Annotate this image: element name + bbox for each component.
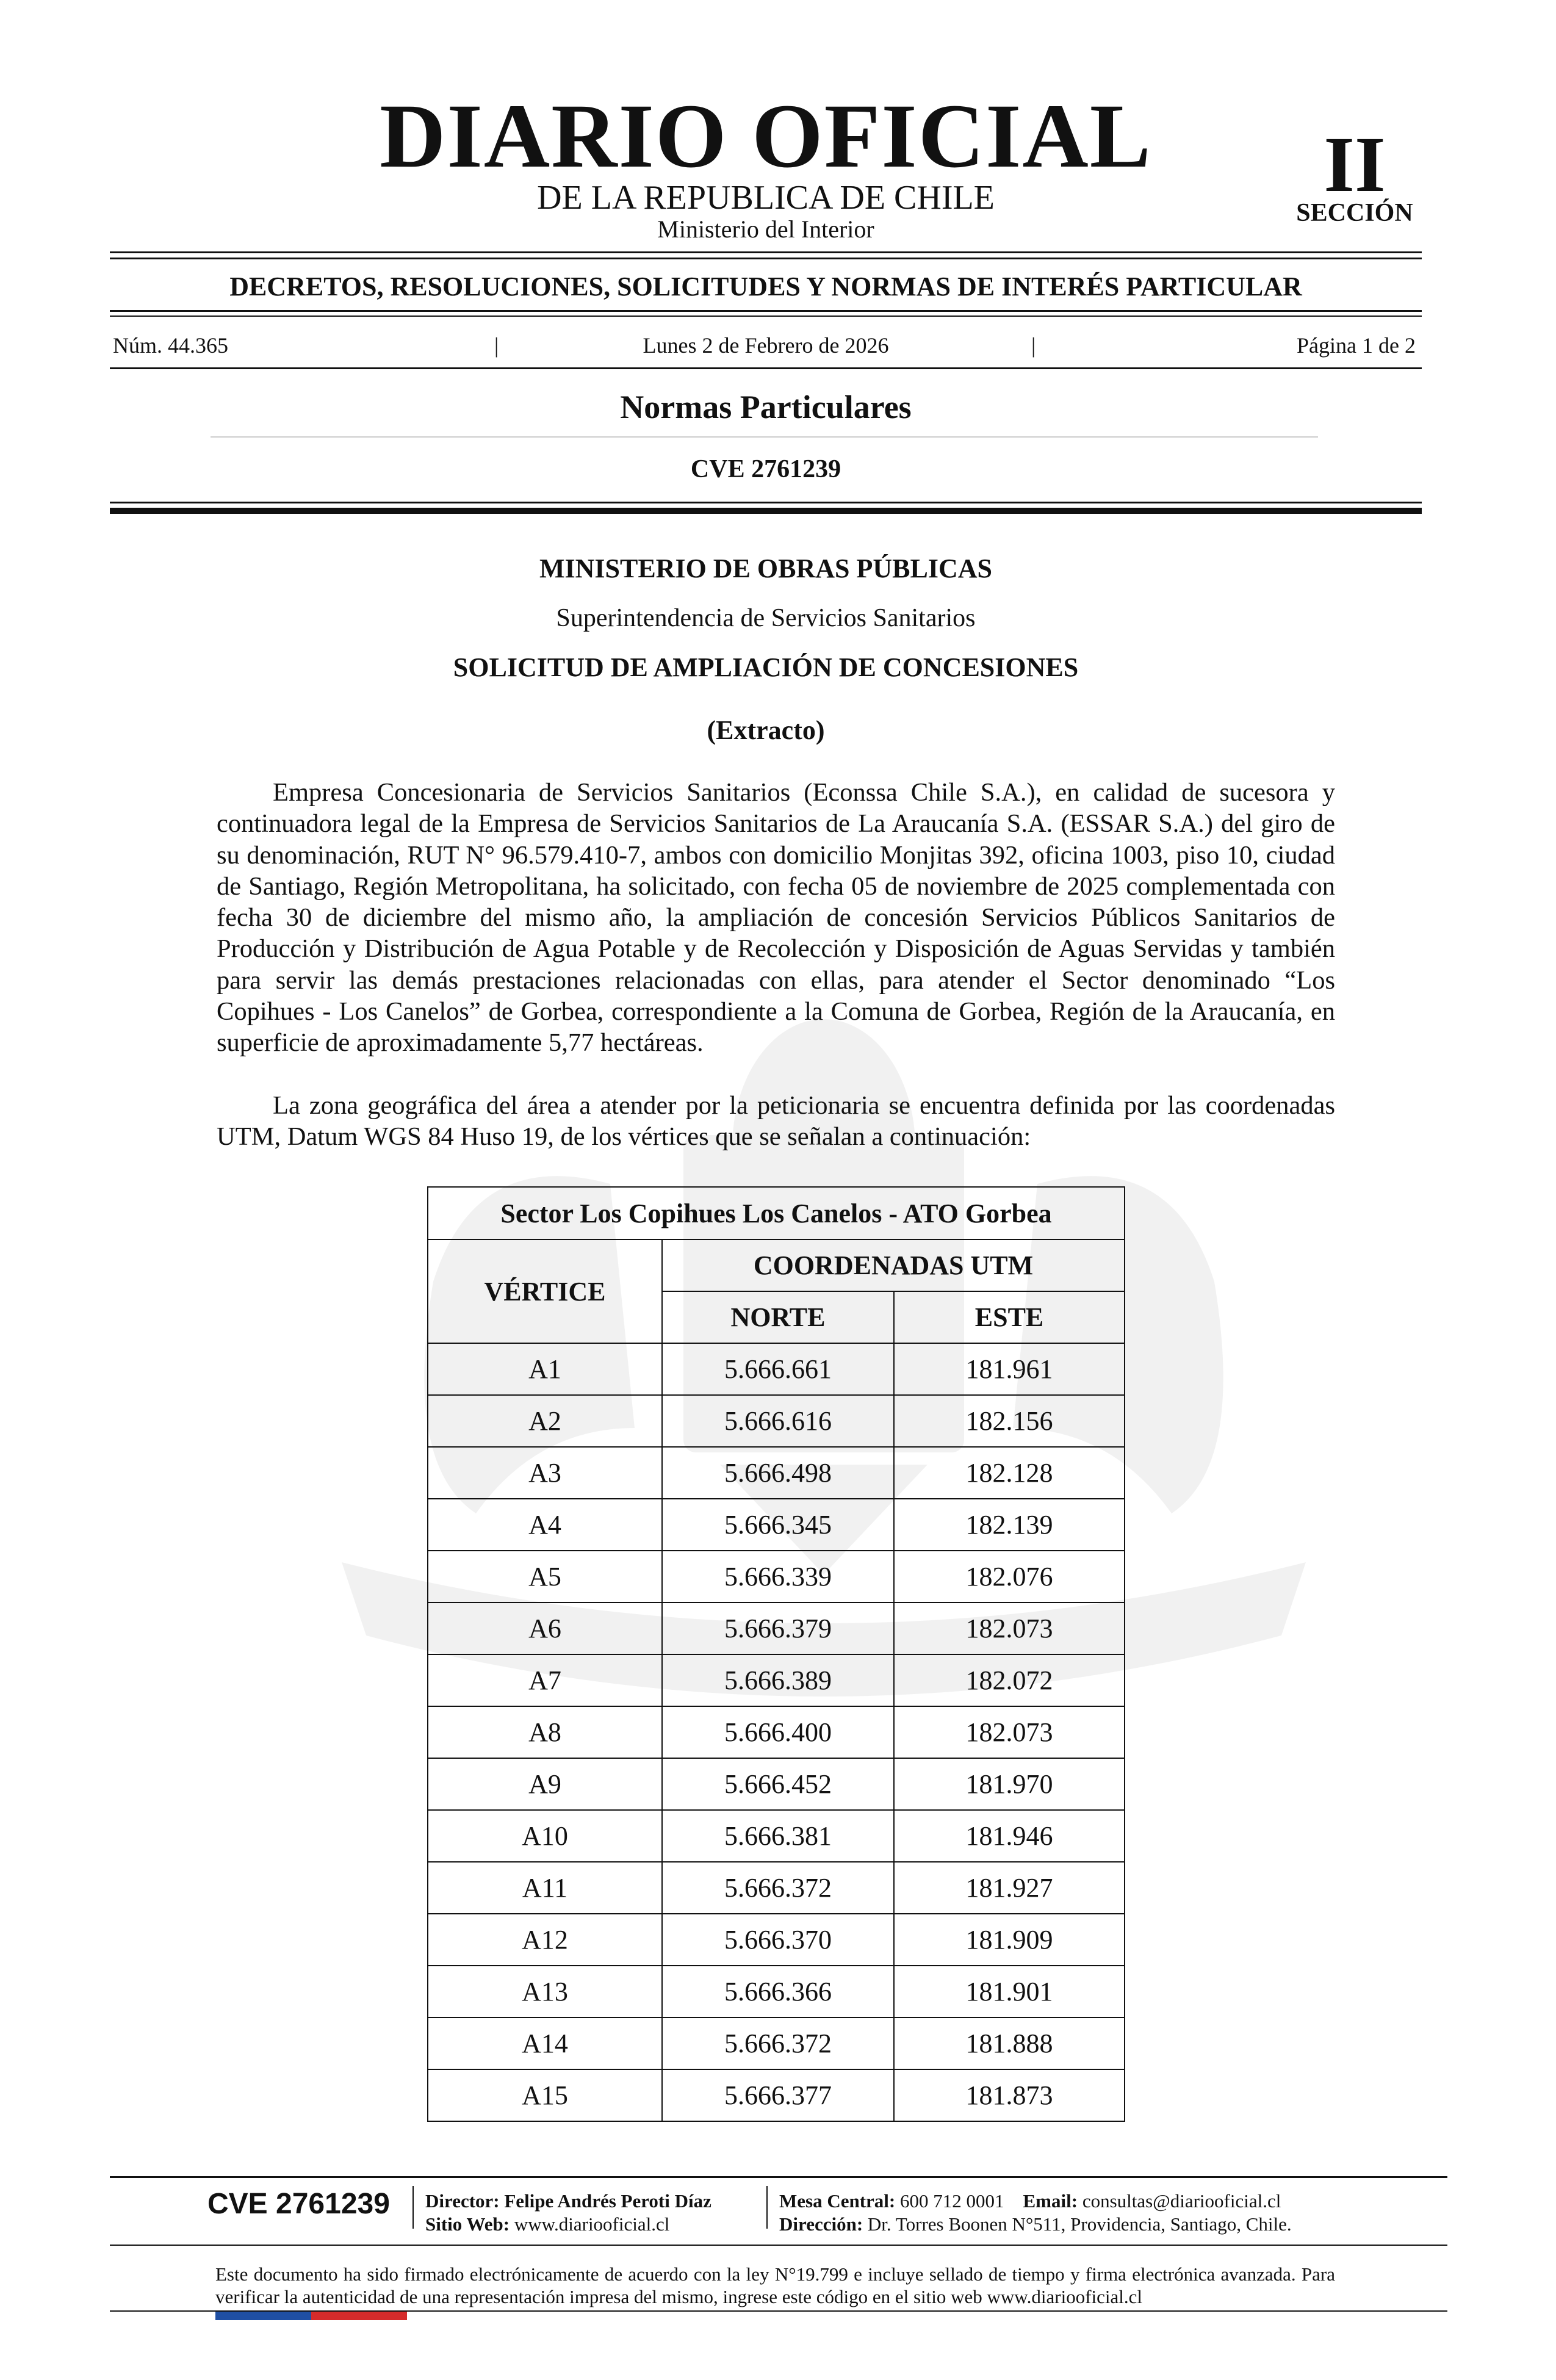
masthead-subtitle: DE LA REPUBLICA DE CHILE: [537, 179, 995, 217]
divider: [110, 2176, 1447, 2178]
north-cell: 5.666.616: [662, 1395, 894, 1447]
north-cell: 5.666.400: [662, 1706, 894, 1758]
divider: [110, 316, 1422, 317]
footer-cve: CVE 2761239: [207, 2188, 390, 2220]
table-row: [428, 1343, 1125, 1395]
divider: [110, 367, 1422, 369]
east-cell: 182.073: [894, 1603, 1125, 1654]
masthead-ministry: Ministerio del Interior: [657, 215, 874, 243]
divider: [110, 251, 1422, 253]
issue-date: Lunes 2 de Febrero de 2026: [643, 333, 889, 358]
divider: [211, 436, 1318, 438]
email-link[interactable]: consultas@diariooficial.cl: [1082, 2190, 1281, 2212]
section-number: II: [1324, 121, 1386, 209]
vertex-cell: A12: [428, 1914, 662, 1966]
issue-number: Núm. 44.365: [113, 333, 228, 358]
flag-bar-blue: [215, 2312, 311, 2320]
table-row: [428, 1810, 1125, 1862]
east-header: ESTE: [894, 1291, 1125, 1343]
page-indicator: Página 1 de 2: [1297, 333, 1416, 358]
east-cell: 182.139: [894, 1499, 1125, 1551]
vertex-cell: A14: [428, 2018, 662, 2069]
phone-number: 600 712 0001: [900, 2190, 1004, 2212]
north-cell: 5.666.379: [662, 1603, 894, 1654]
table-title: Sector Los Copihues Los Canelos - ATO Gorbea: [428, 1187, 1125, 1239]
email-label: Email:: [1023, 2190, 1078, 2212]
north-header: NORTE: [662, 1291, 894, 1343]
section-heading: DECRETOS, RESOLUCIONES, SOLICITUDES Y NORMAS DE INTERÉS PARTICULAR: [229, 272, 1302, 301]
table-row: [428, 2018, 1125, 2069]
director-label: Director:: [425, 2190, 500, 2212]
vertex-cell: A1: [428, 1343, 662, 1395]
issue-separator: |: [1031, 333, 1036, 358]
table-row: [428, 1551, 1125, 1603]
document-title: SOLICITUD DE AMPLIACIÓN DE CONCESIONES: [453, 652, 1079, 682]
east-cell: 181.873: [894, 2069, 1125, 2121]
east-cell: 182.072: [894, 1654, 1125, 1706]
table-row: [428, 1603, 1125, 1654]
table-row: [428, 1706, 1125, 1758]
footer-contact-block: [779, 2190, 1292, 2236]
section-label: SECCIÓN: [1296, 199, 1413, 227]
east-cell: 182.076: [894, 1551, 1125, 1603]
table-row: [428, 1395, 1125, 1447]
east-cell: 181.901: [894, 1966, 1125, 2018]
body-paragraph: La zona geográfica del área a atender por la peticionaria se encuentra definida por las coordenadas UTM, Datum WGS 84 Huso 19, de los vértices que se señalan a continuación:: [217, 1091, 1335, 1152]
body-paragraph: Empresa Concesionaria de Servicios Sanitarios (Econssa Chile S.A.), en calidad de sucesora y continuadora legal de la Empresa de Servicios Sanitarios de La Araucanía S.A. (ESSAR S.A.) del giro de su denominación, RUT N° 96.579.410-7, ambos con domicilio Monjitas 392, oficina 1003, piso 10, ciudad de Santiago, Región Metropolitana, ha solicitado, con fecha 05 de noviembre de 2025 complementada con fecha 30 de diciembre del mismo año, la ampliación de concesión Servicios Públicos Sanitarios de Producción y Distribución de Agua Potable y de Recolección y Disposición de Aguas Servidas y también para servir las demás prestaciones relacionadas con ellas, para atender el Sector denominado “Los Copihues - Los Canelos” de Gorbea, correspondiente a la Comuna de Gorbea, Región de la Araucanía, en superficie de aproximadamente 5,77 hectáreas.: [217, 778, 1335, 1058]
document-ministry: MINISTERIO DE OBRAS PÚBLICAS: [539, 554, 993, 583]
table-row: [428, 1966, 1125, 2018]
table-row: [428, 1499, 1125, 1551]
document-subtitle: (Extracto): [707, 715, 825, 745]
vertex-cell: A6: [428, 1603, 662, 1654]
coordinates-header: COORDENADAS UTM: [662, 1239, 1125, 1291]
vertex-cell: A15: [428, 2069, 662, 2121]
director-name: Felipe Andrés Peroti Díaz: [504, 2190, 711, 2212]
north-cell: 5.666.370: [662, 1914, 894, 1966]
north-cell: 5.666.366: [662, 1966, 894, 2018]
vertex-header: VÉRTICE: [428, 1239, 662, 1343]
north-cell: 5.666.372: [662, 1862, 894, 1914]
vertex-cell: A7: [428, 1654, 662, 1706]
legal-notice: Este documento ha sido firmado electrónicamente de acuerdo con la ley N°19.799 e incluye sellado de tiempo y firma electrónica avanzada. Para verificar la autenticidad de una representación impresa del mismo, ingrese este código en el sitio web www.diariooficial.cl: [215, 2263, 1335, 2307]
address-text: Dr. Torres Boonen N°511, Providencia, Santiago, Chile.: [867, 2213, 1292, 2235]
east-cell: 182.156: [894, 1395, 1125, 1447]
east-cell: 181.970: [894, 1758, 1125, 1810]
east-cell: 182.073: [894, 1706, 1125, 1758]
vertex-cell: A4: [428, 1499, 662, 1551]
table-row: [428, 1862, 1125, 1914]
category-title: Normas Particulares: [620, 389, 912, 425]
east-cell: 181.888: [894, 2018, 1125, 2069]
divider: [412, 2186, 414, 2229]
divider: [110, 2245, 1447, 2246]
divider: [110, 508, 1422, 514]
document-agency: Superintendencia de Servicios Sanitarios: [556, 604, 976, 632]
table-row: [428, 1654, 1125, 1706]
east-cell: 181.946: [894, 1810, 1125, 1862]
table-row: [428, 1914, 1125, 1966]
table-row: [428, 2069, 1125, 2121]
address-label: Dirección:: [779, 2213, 863, 2235]
divider: [110, 258, 1422, 259]
footer-director-block: [425, 2190, 711, 2236]
north-cell: 5.666.389: [662, 1654, 894, 1706]
coordinates-table: [427, 1186, 1125, 2122]
cve-code: CVE 2761239: [690, 455, 841, 483]
north-cell: 5.666.452: [662, 1758, 894, 1810]
flag-bar-red: [311, 2312, 407, 2320]
vertex-cell: A10: [428, 1810, 662, 1862]
east-cell: 181.961: [894, 1343, 1125, 1395]
north-cell: 5.666.377: [662, 2069, 894, 2121]
issue-separator: |: [494, 333, 499, 358]
vertex-cell: A9: [428, 1758, 662, 1810]
masthead-title: DIARIO OFICIAL: [380, 85, 1152, 187]
divider: [110, 310, 1422, 312]
east-cell: 181.909: [894, 1914, 1125, 1966]
north-cell: 5.666.339: [662, 1551, 894, 1603]
north-cell: 5.666.381: [662, 1810, 894, 1862]
north-cell: 5.666.661: [662, 1343, 894, 1395]
divider: [766, 2186, 768, 2229]
north-cell: 5.666.498: [662, 1447, 894, 1499]
table-row: [428, 1447, 1125, 1499]
table-row: [428, 1758, 1125, 1810]
vertex-cell: A8: [428, 1706, 662, 1758]
north-cell: 5.666.345: [662, 1499, 894, 1551]
vertex-cell: A11: [428, 1862, 662, 1914]
vertex-cell: A13: [428, 1966, 662, 2018]
vertex-cell: A3: [428, 1447, 662, 1499]
east-cell: 182.128: [894, 1447, 1125, 1499]
vertex-cell: A2: [428, 1395, 662, 1447]
website-link[interactable]: www.diariooficial.cl: [514, 2213, 670, 2235]
website-label: Sitio Web:: [425, 2213, 510, 2235]
divider: [110, 502, 1422, 503]
east-cell: 181.927: [894, 1862, 1125, 1914]
north-cell: 5.666.372: [662, 2018, 894, 2069]
phone-label: Mesa Central:: [779, 2190, 896, 2212]
vertex-cell: A5: [428, 1551, 662, 1603]
